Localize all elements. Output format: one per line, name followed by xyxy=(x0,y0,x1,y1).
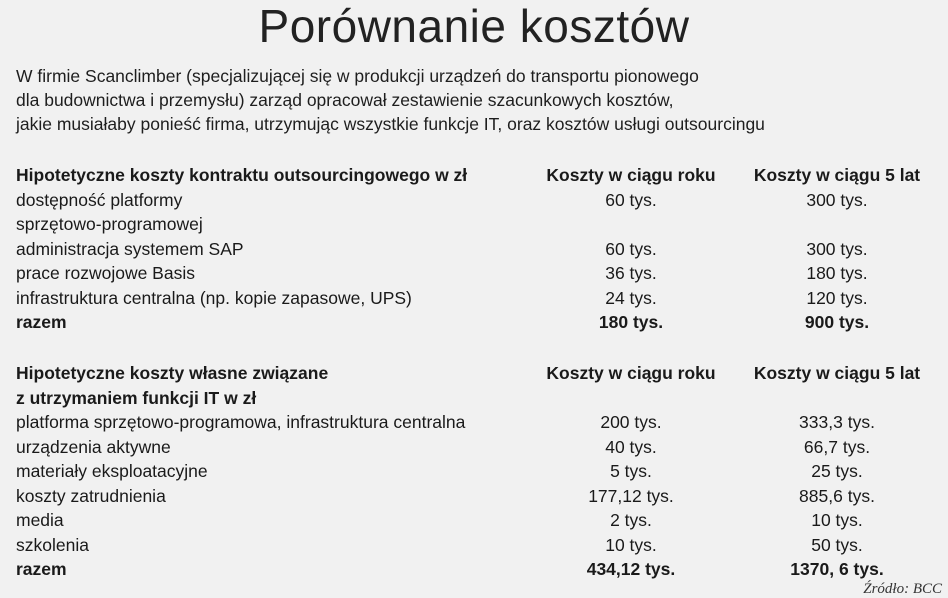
table-total-row xyxy=(16,557,936,582)
row-year-value: 2 tys. xyxy=(610,510,652,530)
row-5-years-value: 66,7 tys. xyxy=(803,436,871,457)
header-year: Koszty w ciągu roku xyxy=(546,165,716,185)
intro-paragraph xyxy=(16,64,936,136)
row-label: urządzenia aktywne xyxy=(16,436,171,457)
row-5-years-value: 333,3 tys. xyxy=(799,412,875,432)
header-year: Koszty w ciągu roku xyxy=(546,363,716,383)
table-row xyxy=(16,459,936,484)
row-label: administracja systemem SAP xyxy=(16,238,244,259)
row-year-value: 60 tys. xyxy=(605,238,657,259)
table-row xyxy=(16,286,936,311)
row-year-value: 10 tys. xyxy=(605,534,657,555)
row-5-years-value: 25 tys. xyxy=(811,461,863,481)
header-label: Hipotetyczne koszty kontraktu outsourcingowego w zł xyxy=(16,165,468,185)
row-5-years-value: 885,6 tys. xyxy=(799,485,875,506)
page-title: Porównanie kosztów xyxy=(258,0,690,52)
table-row xyxy=(16,484,936,509)
header-5-years: Koszty w ciągu 5 lat xyxy=(753,363,921,383)
table-row xyxy=(16,410,936,435)
total-label: razem xyxy=(16,559,67,579)
table-header-row xyxy=(16,163,936,188)
row-year-value: 36 tys. xyxy=(605,263,657,283)
intro-line: W firmie Scanclimber (specjalizującej się w produkcji urządzeń do transportu pionowego xyxy=(16,66,699,86)
table-row xyxy=(16,435,936,460)
table-row xyxy=(16,533,936,558)
row-5-years-value: 10 tys. xyxy=(811,510,863,530)
table-total-row xyxy=(16,310,936,335)
table-header-row-continued xyxy=(16,386,936,411)
inhouse-cost-table xyxy=(16,361,936,582)
row-5-years-value: 300 tys. xyxy=(806,189,868,210)
table-row xyxy=(16,212,936,237)
header-label-line-2: z utrzymaniem funkcji IT w zł xyxy=(16,387,257,408)
row-label: prace rozwojowe Basis xyxy=(16,263,195,283)
table-row xyxy=(16,508,936,533)
outsourcing-cost-table xyxy=(16,163,936,335)
row-label: szkolenia xyxy=(16,534,89,555)
row-year-value: 177,12 tys. xyxy=(588,485,674,506)
intro-line: jakie musiałaby ponieść firma, utrzymując wszystkie funkcje IT, oraz kosztów usługi outsourcingu xyxy=(16,114,765,134)
row-label: platforma sprzętowo-programowa, infrastruktura centralna xyxy=(16,412,466,432)
row-label: materiały eksploatacyjne xyxy=(16,461,208,481)
row-label: koszty zatrudnienia xyxy=(16,485,166,506)
row-5-years-value: 300 tys. xyxy=(806,238,868,259)
table-header-row xyxy=(16,361,936,386)
table-row xyxy=(16,188,936,213)
row-5-years-value: 120 tys. xyxy=(806,287,868,308)
total-year-value: 180 tys. xyxy=(598,312,664,332)
row-year-value: 40 tys. xyxy=(605,436,657,457)
total-year-value: 434,12 tys. xyxy=(586,559,676,579)
row-label: infrastruktura centralna (np. kopie zapasowe, UPS) xyxy=(16,287,412,308)
header-5-years: Koszty w ciągu 5 lat xyxy=(753,165,921,185)
row-5-years-value: 180 tys. xyxy=(806,263,868,283)
source-note: Źródło: BCC xyxy=(863,581,942,597)
row-year-value: 24 tys. xyxy=(605,287,657,308)
row-label: sprzętowo-programowej xyxy=(16,214,203,234)
table-row xyxy=(16,261,936,286)
row-year-value: 5 tys. xyxy=(610,461,652,481)
table-row xyxy=(16,237,936,262)
total-5-years-value: 1370, 6 tys. xyxy=(790,559,884,579)
header-label: Hipotetyczne koszty własne związane xyxy=(16,363,329,383)
row-label: media xyxy=(16,510,64,530)
total-5-years-value: 900 tys. xyxy=(804,312,870,332)
row-5-years-value: 50 tys. xyxy=(811,534,863,555)
row-year-value: 200 tys. xyxy=(600,412,662,432)
row-year-value: 60 tys. xyxy=(605,189,657,210)
total-label: razem xyxy=(16,312,67,332)
intro-line: dla budownictwa i przemysłu) zarząd opracował zestawienie szacunkowych kosztów, xyxy=(16,90,674,110)
row-label: dostępność platformy xyxy=(16,189,183,210)
